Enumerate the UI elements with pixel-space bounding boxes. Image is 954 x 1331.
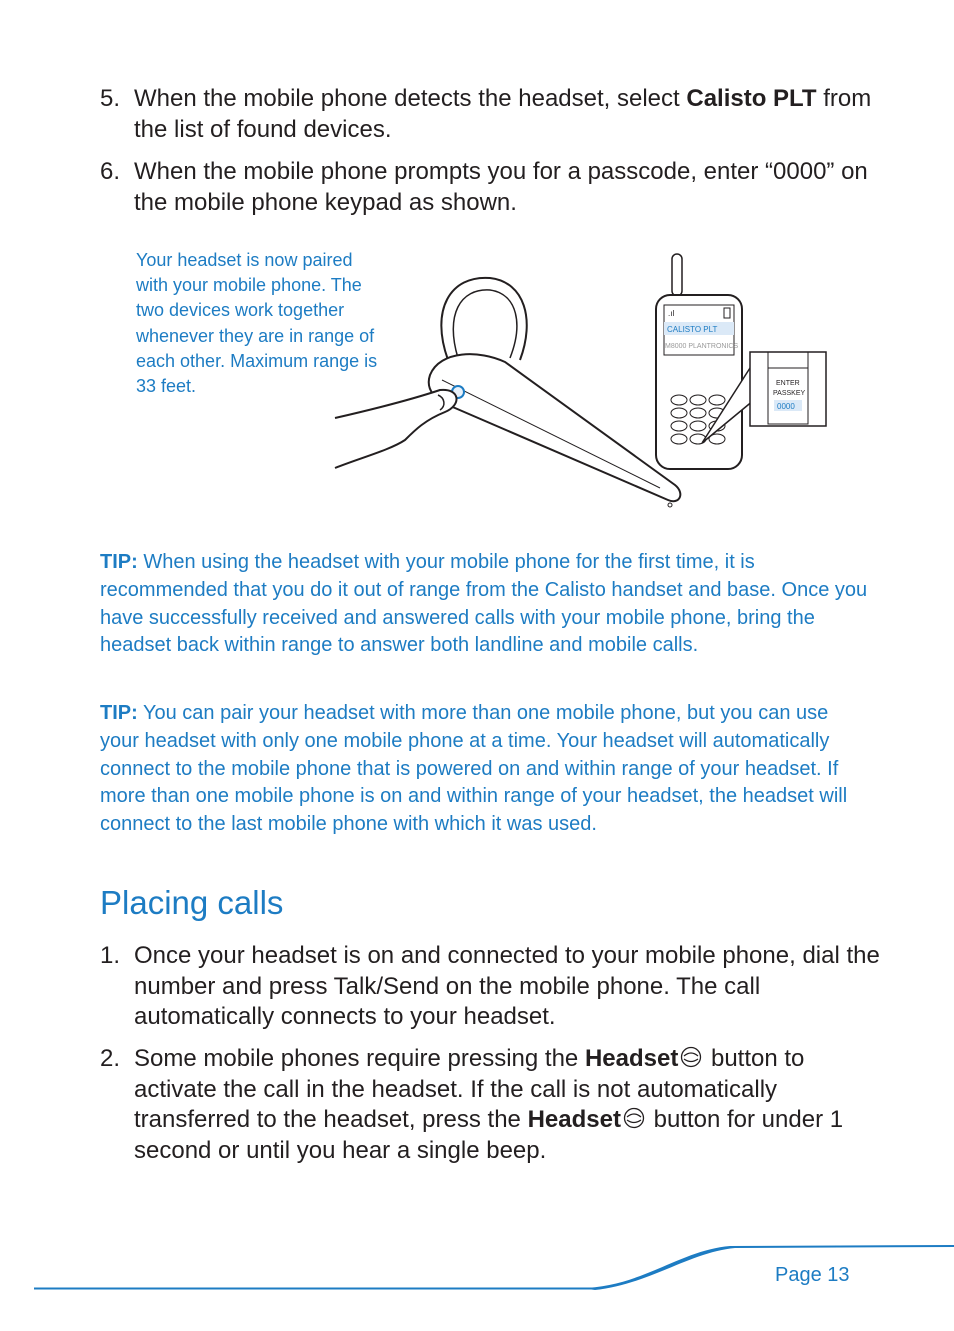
passkey-line2: PASSKEY (773, 390, 806, 397)
device-name: Calisto PLT (686, 85, 817, 112)
tip-label: TIP: (100, 551, 138, 573)
passkey-line1: ENTER (776, 380, 800, 387)
step-text-mid: button to activate the call in the headset. If the call is not automatically transferred to the headset, press the (134, 1045, 805, 1133)
phone-model-label: M8000 PLANTRONICS (665, 343, 739, 350)
tip-1 (100, 549, 870, 660)
tip-text: When using the headset with your mobile phone for the first time, it is recommended that you do it out of range from the Calisto handset and base. Once you have successfully received and answered calls with your mobile phone, bring the headset back within range to answer both landline and mobile calls. (100, 551, 868, 657)
step-text: Once your headset is on and connected to your mobile phone, dial the number and press Talk/Send on the mobile phone. The call automatically connects to your headset. (134, 942, 880, 1030)
headset-label: Headset (584, 1045, 679, 1072)
headset-label: Headset (527, 1106, 621, 1133)
step-number: 1. (100, 942, 121, 969)
placing-step-2 (100, 1044, 880, 1166)
step-number: 6. (100, 158, 121, 185)
step-6 (100, 157, 880, 218)
placing-step-1 (100, 941, 880, 1033)
tip-label: TIP: (100, 702, 138, 724)
headset-button-icon (680, 1046, 702, 1068)
step-5 (100, 84, 880, 145)
passkey-code: 0000 (777, 402, 795, 411)
tip-2 (100, 700, 870, 839)
step-text: When the mobile phone detects the headset, select (134, 85, 687, 112)
step-text: When the mobile phone prompts you for a passcode, enter “0000” on the mobile phone keypad as shown. (134, 158, 868, 216)
headset-pairing-illustration (330, 250, 830, 520)
step-text-end: button for under 1 second or until you hear a single beep. (134, 1106, 844, 1164)
step-text-end: from the list of found devices. (134, 85, 872, 143)
step-number: 5. (100, 85, 121, 112)
svg-text:.ıl: .ıl (668, 309, 675, 318)
pairing-caption: Your headset is now paired with your mobile phone. The two devices work together whenever they are in range of each other. Maximum range is 33 feet. (136, 250, 378, 397)
step-number: 2. (100, 1045, 121, 1072)
page-number: Page 13 (775, 1264, 850, 1286)
section-title: Placing calls (100, 884, 284, 921)
step-text: Some mobile phones require pressing the (134, 1045, 585, 1072)
phone-device-label: CALISTO PLT (667, 325, 718, 334)
tip-text: You can pair your headset with more than one mobile phone, but you can use your headset with only one mobile phone at a time. Your headset will automatically connect to the mobile phone that is powered on and within range of your headset. If more than one mobile phone is on and within range of your headset, the headset will connect to the last mobile phone with which it was used. (100, 702, 848, 836)
headset-button-icon (623, 1107, 645, 1129)
